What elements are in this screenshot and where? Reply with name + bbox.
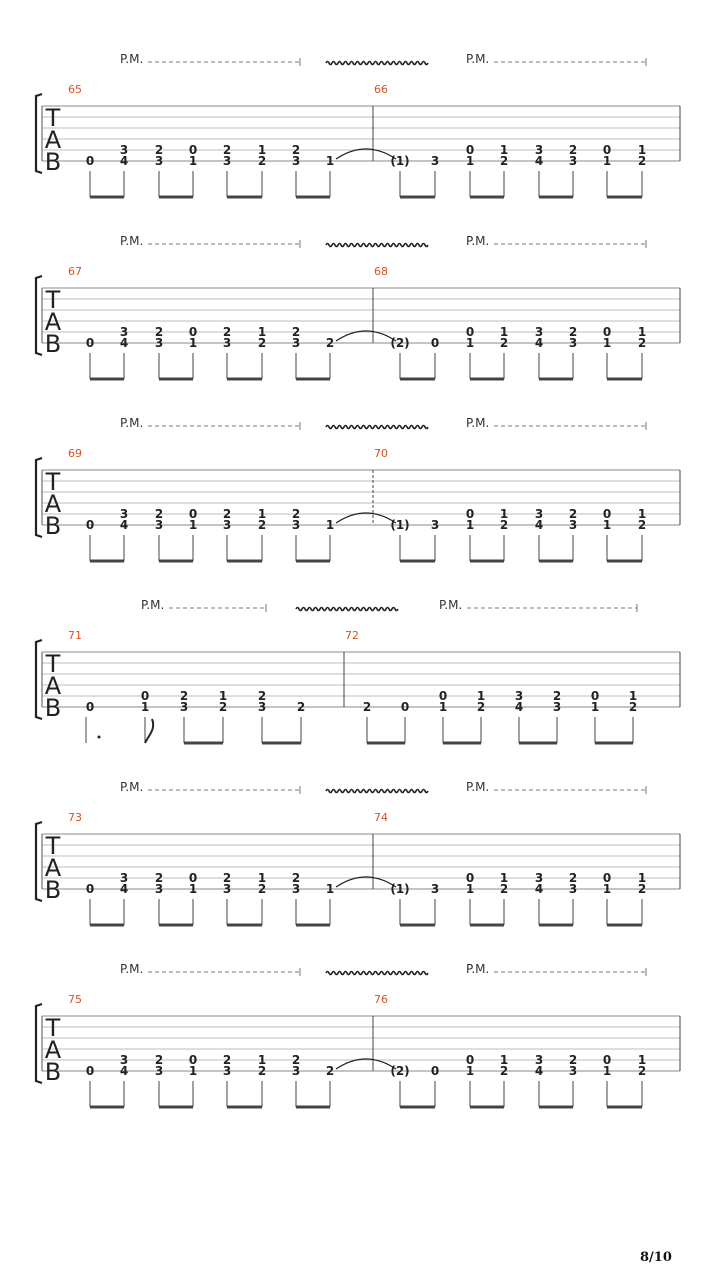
fret-number: 1 xyxy=(140,700,150,714)
measure-number: 69 xyxy=(68,447,82,460)
note-flag xyxy=(145,719,153,743)
fret-number: 1 xyxy=(628,689,638,703)
fret-number: 2 xyxy=(568,871,578,885)
fret-number: 4 xyxy=(119,154,129,168)
fret-number: 3 xyxy=(222,154,232,168)
measure-number: 68 xyxy=(374,265,388,278)
tab-clef-letter: B xyxy=(44,330,62,358)
fret-number: 1 xyxy=(325,882,335,896)
fret-number: (2) xyxy=(390,1064,410,1078)
palm-mute-label: P.M. xyxy=(120,234,144,248)
fret-number: 2 xyxy=(218,700,228,714)
fret-number: 0 xyxy=(85,336,95,350)
fret-number: 2 xyxy=(291,1053,301,1067)
measure-number: 74 xyxy=(374,811,388,824)
fret-number: 4 xyxy=(514,700,524,714)
fret-number: 2 xyxy=(222,507,232,521)
fret-number: 1 xyxy=(465,336,475,350)
fret-number: 3 xyxy=(291,882,301,896)
fret-number: 2 xyxy=(154,143,164,157)
fret-number: 1 xyxy=(325,154,335,168)
fret-number: 2 xyxy=(552,689,562,703)
fret-number: 0 xyxy=(188,1053,198,1067)
fret-number: 2 xyxy=(257,518,267,532)
fret-number: 3 xyxy=(222,882,232,896)
fret-number: 1 xyxy=(438,700,448,714)
fret-number: 3 xyxy=(154,154,164,168)
vibrato-mark xyxy=(326,426,428,429)
fret-number: 3 xyxy=(568,1064,578,1078)
fret-number: 1 xyxy=(499,325,509,339)
fret-number: 2 xyxy=(637,154,647,168)
fret-number: 3 xyxy=(257,700,267,714)
measure-number: 67 xyxy=(68,265,82,278)
vibrato-mark xyxy=(296,608,398,611)
fret-number: 0 xyxy=(465,871,475,885)
fret-number: 1 xyxy=(637,1053,647,1067)
fret-number: 1 xyxy=(257,1053,267,1067)
fret-number: 2 xyxy=(568,325,578,339)
fret-number: (1) xyxy=(390,154,410,168)
vibrato-mark xyxy=(326,790,428,793)
palm-mute-label: P.M. xyxy=(120,52,144,66)
fret-number: 3 xyxy=(119,871,129,885)
fret-number: 0 xyxy=(590,689,600,703)
fret-number: 1 xyxy=(188,154,198,168)
fret-number: 2 xyxy=(154,1053,164,1067)
fret-number: 2 xyxy=(257,336,267,350)
fret-number: 2 xyxy=(291,871,301,885)
fret-number: 1 xyxy=(257,871,267,885)
fret-number: 4 xyxy=(119,336,129,350)
fret-number: 1 xyxy=(257,143,267,157)
fret-number: 0 xyxy=(140,689,150,703)
fret-number: 2 xyxy=(154,325,164,339)
fret-number: 2 xyxy=(257,1064,267,1078)
palm-mute-label: P.M. xyxy=(120,416,144,430)
fret-number: 1 xyxy=(602,154,612,168)
fret-number: 3 xyxy=(154,1064,164,1078)
fret-number: 1 xyxy=(218,689,228,703)
fret-number: (1) xyxy=(390,882,410,896)
fret-number: 3 xyxy=(154,882,164,896)
measure-number: 73 xyxy=(68,811,82,824)
measure-number: 65 xyxy=(68,83,82,96)
fret-number: 1 xyxy=(188,518,198,532)
system-bracket xyxy=(36,640,42,719)
fret-number: 2 xyxy=(568,507,578,521)
fret-number: 2 xyxy=(499,1064,509,1078)
fret-number: 2 xyxy=(154,871,164,885)
fret-number: 1 xyxy=(188,882,198,896)
fret-number: 0 xyxy=(430,336,440,350)
fret-number: 0 xyxy=(602,871,612,885)
palm-mute-label: P.M. xyxy=(466,416,490,430)
fret-number: 0 xyxy=(188,325,198,339)
measure-number: 72 xyxy=(345,629,359,642)
fret-number: 2 xyxy=(476,700,486,714)
fret-number: 0 xyxy=(602,1053,612,1067)
page-number: 8/10 xyxy=(640,1250,672,1265)
fret-number: 0 xyxy=(85,700,95,714)
rhythm-dot xyxy=(98,736,101,739)
fret-number: 1 xyxy=(637,143,647,157)
fret-number: 3 xyxy=(534,325,544,339)
vibrato-mark xyxy=(326,62,428,65)
fret-number: 2 xyxy=(499,154,509,168)
fret-number: 1 xyxy=(499,507,509,521)
tab-clef-letter: A xyxy=(44,1036,62,1064)
fret-number: 1 xyxy=(590,700,600,714)
fret-number: 3 xyxy=(534,507,544,521)
measure-number: 75 xyxy=(68,993,82,1006)
system-bracket xyxy=(36,822,42,901)
palm-mute-label: P.M. xyxy=(439,598,463,612)
fret-number: 0 xyxy=(465,1053,475,1067)
system-bracket xyxy=(36,1004,42,1083)
fret-number: 2 xyxy=(325,1064,335,1078)
fret-number: 0 xyxy=(430,1064,440,1078)
fret-number: 3 xyxy=(119,1053,129,1067)
tab-clef-letter: A xyxy=(44,490,62,518)
fret-number: 4 xyxy=(534,518,544,532)
tab-clef-letter: T xyxy=(45,286,61,314)
fret-number: 1 xyxy=(188,336,198,350)
fret-number: 1 xyxy=(637,871,647,885)
fret-number: 2 xyxy=(154,507,164,521)
tab-clef-letter: A xyxy=(44,126,62,154)
fret-number: 4 xyxy=(534,336,544,350)
fret-number: 3 xyxy=(568,882,578,896)
fret-number: 0 xyxy=(188,143,198,157)
fret-number: 3 xyxy=(514,689,524,703)
fret-number: 3 xyxy=(534,871,544,885)
tab-clef-letter: T xyxy=(45,104,61,132)
fret-number: 3 xyxy=(119,143,129,157)
palm-mute-label: P.M. xyxy=(466,234,490,248)
fret-number: 3 xyxy=(568,518,578,532)
fret-number: 2 xyxy=(291,143,301,157)
fret-number: 1 xyxy=(465,518,475,532)
fret-number: 3 xyxy=(179,700,189,714)
fret-number: 0 xyxy=(85,1064,95,1078)
measure-number: 76 xyxy=(374,993,388,1006)
fret-number: 1 xyxy=(602,518,612,532)
palm-mute-label: P.M. xyxy=(141,598,165,612)
fret-number: 3 xyxy=(119,325,129,339)
tab-clef-letter: B xyxy=(44,876,62,904)
fret-number: 0 xyxy=(602,507,612,521)
tab-clef-letter: B xyxy=(44,512,62,540)
tab-clef-letter: A xyxy=(44,308,62,336)
fret-number: 2 xyxy=(222,1053,232,1067)
fret-number: 0 xyxy=(465,325,475,339)
fret-number: 3 xyxy=(552,700,562,714)
fret-number: 0 xyxy=(465,143,475,157)
fret-number: 4 xyxy=(119,882,129,896)
fret-number: 2 xyxy=(637,1064,647,1078)
fret-number: 3 xyxy=(291,154,301,168)
fret-number: 1 xyxy=(637,325,647,339)
fret-number: 3 xyxy=(154,518,164,532)
fret-number: 1 xyxy=(602,882,612,896)
fret-number: 3 xyxy=(291,336,301,350)
fret-number: 0 xyxy=(85,882,95,896)
fret-number: 2 xyxy=(637,518,647,532)
fret-number: 3 xyxy=(291,1064,301,1078)
fret-number: 4 xyxy=(534,154,544,168)
fret-number: 4 xyxy=(119,518,129,532)
fret-number: 2 xyxy=(628,700,638,714)
fret-number: 1 xyxy=(476,689,486,703)
fret-number: 3 xyxy=(291,518,301,532)
tab-clef-letter: T xyxy=(45,650,61,678)
fret-number: 0 xyxy=(602,325,612,339)
fret-number: (2) xyxy=(390,336,410,350)
fret-number: 3 xyxy=(430,518,440,532)
fret-number: 0 xyxy=(188,507,198,521)
fret-number: 2 xyxy=(568,1053,578,1067)
fret-number: 2 xyxy=(257,882,267,896)
fret-number: 2 xyxy=(499,336,509,350)
fret-number: 1 xyxy=(325,518,335,532)
tab-clef-letter: B xyxy=(44,694,62,722)
fret-number: 2 xyxy=(362,700,372,714)
measure-number: 71 xyxy=(68,629,82,642)
fret-number: 3 xyxy=(222,1064,232,1078)
tab-clef-letter: B xyxy=(44,148,62,176)
fret-number: 1 xyxy=(257,325,267,339)
palm-mute-label: P.M. xyxy=(466,780,490,794)
fret-number: 2 xyxy=(257,154,267,168)
fret-number: 2 xyxy=(637,336,647,350)
fret-number: 1 xyxy=(602,336,612,350)
fret-number: 2 xyxy=(296,700,306,714)
fret-number: 1 xyxy=(257,507,267,521)
palm-mute-label: P.M. xyxy=(466,962,490,976)
fret-number: 4 xyxy=(534,1064,544,1078)
fret-number: 3 xyxy=(222,518,232,532)
fret-number: 2 xyxy=(637,882,647,896)
fret-number: 0 xyxy=(602,143,612,157)
fret-number: 1 xyxy=(465,882,475,896)
fret-number: 2 xyxy=(179,689,189,703)
fret-number: 0 xyxy=(438,689,448,703)
fret-number: 1 xyxy=(188,1064,198,1078)
tab-clef-letter: A xyxy=(44,854,62,882)
vibrato-mark xyxy=(326,244,428,247)
fret-number: 1 xyxy=(602,1064,612,1078)
fret-number: 3 xyxy=(222,336,232,350)
fret-number: 3 xyxy=(534,143,544,157)
system-bracket xyxy=(36,94,42,173)
tab-clef-letter: T xyxy=(45,832,61,860)
tab-clef-letter: T xyxy=(45,468,61,496)
fret-number: 2 xyxy=(568,143,578,157)
fret-number: 3 xyxy=(568,336,578,350)
fret-number: 1 xyxy=(499,143,509,157)
fret-number: 4 xyxy=(119,1064,129,1078)
fret-number: 2 xyxy=(257,689,267,703)
fret-number: 2 xyxy=(222,143,232,157)
fret-number: 1 xyxy=(465,1064,475,1078)
system-bracket xyxy=(36,276,42,355)
fret-number: 2 xyxy=(222,871,232,885)
measure-number: 66 xyxy=(374,83,388,96)
fret-number: 1 xyxy=(499,871,509,885)
fret-number: 0 xyxy=(85,154,95,168)
fret-number: 0 xyxy=(400,700,410,714)
tab-clef-letter: T xyxy=(45,1014,61,1042)
palm-mute-label: P.M. xyxy=(120,780,144,794)
fret-number: 2 xyxy=(291,507,301,521)
fret-number: 3 xyxy=(430,882,440,896)
system-bracket xyxy=(36,458,42,537)
fret-number: 2 xyxy=(325,336,335,350)
fret-number: 0 xyxy=(465,507,475,521)
fret-number: 3 xyxy=(534,1053,544,1067)
fret-number: 3 xyxy=(568,154,578,168)
fret-number: 3 xyxy=(430,154,440,168)
fret-number: 2 xyxy=(291,325,301,339)
fret-number: 2 xyxy=(222,325,232,339)
fret-number: 2 xyxy=(499,882,509,896)
measure-number: 70 xyxy=(374,447,388,460)
tab-clef-letter: B xyxy=(44,1058,62,1086)
fret-number: 4 xyxy=(534,882,544,896)
fret-number: 3 xyxy=(154,336,164,350)
fret-number: 1 xyxy=(637,507,647,521)
fret-number: (1) xyxy=(390,518,410,532)
fret-number: 3 xyxy=(119,507,129,521)
fret-number: 1 xyxy=(465,154,475,168)
palm-mute-label: P.M. xyxy=(466,52,490,66)
palm-mute-label: P.M. xyxy=(120,962,144,976)
fret-number: 2 xyxy=(499,518,509,532)
tab-clef-letter: A xyxy=(44,672,62,700)
vibrato-mark xyxy=(326,972,428,975)
fret-number: 0 xyxy=(188,871,198,885)
fret-number: 0 xyxy=(85,518,95,532)
fret-number: 1 xyxy=(499,1053,509,1067)
